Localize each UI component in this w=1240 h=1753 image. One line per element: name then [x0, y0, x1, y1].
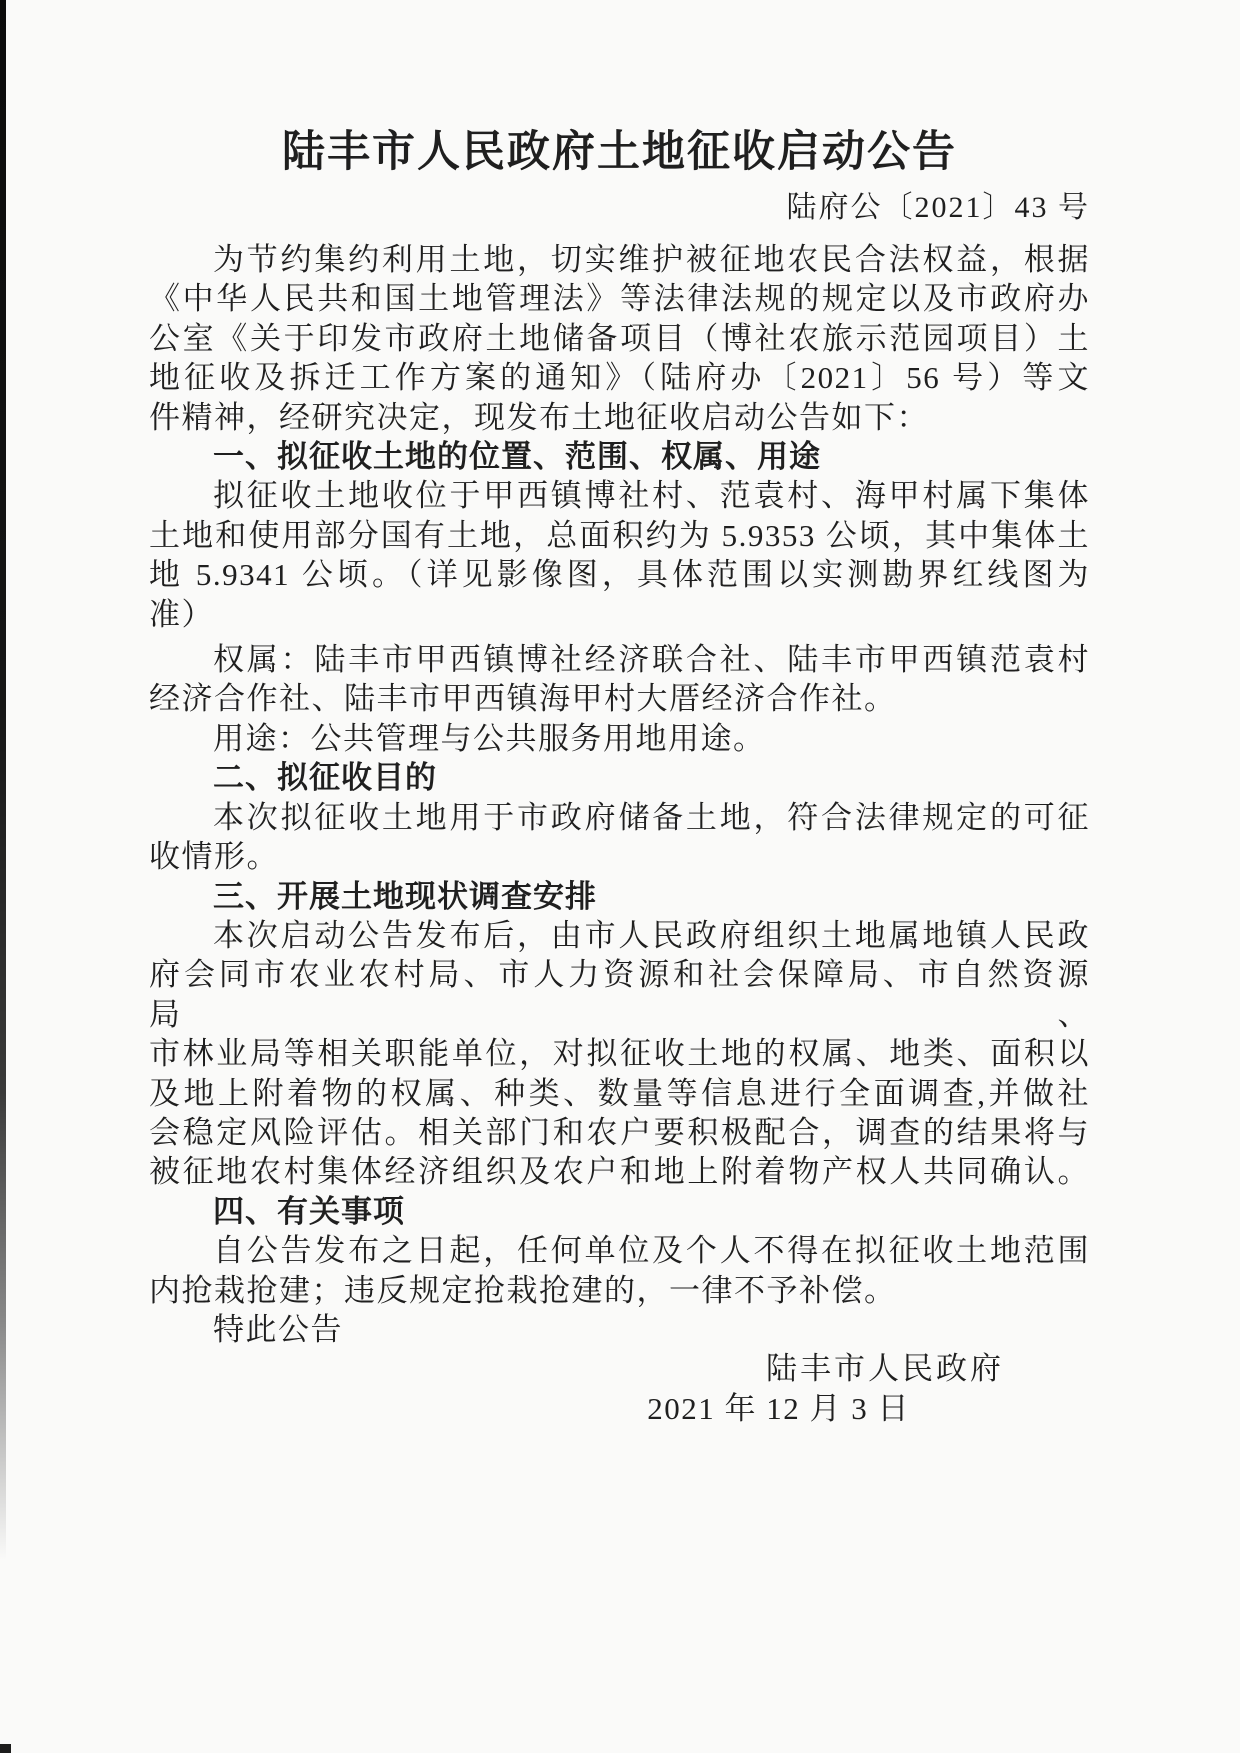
- doc-line: 本次启动公告发布后，由市人民政府组织土地属地镇人民政: [213, 917, 1090, 953]
- section-heading: 三、开展土地现状调查安排: [213, 878, 597, 914]
- issue-date: 2021 年 12 月 3 日: [647, 1390, 910, 1426]
- document-content: [149, 0, 1090, 1428]
- doc-title: 陆丰市人民政府土地征收启动公告: [282, 128, 957, 176]
- issuer-signature: 陆丰市人民政府: [766, 1351, 1004, 1387]
- doc-line: 府会同市农业农村局、市人力资源和社会保障局、市自然资源局、: [149, 957, 1090, 1032]
- doc-line: 本次拟征收土地用于市政府储备土地，符合法律规定的可征: [213, 799, 1090, 835]
- doc-line: 公室《关于印发市政府土地储备项目（博社农旅示范园项目）土: [149, 320, 1090, 356]
- doc-number: 陆府公〔2021〕43 号: [786, 191, 1090, 224]
- doc-line: 权属：陆丰市甲西镇博社经济联合社、陆丰市甲西镇范袁村: [213, 642, 1090, 678]
- closing-phrase: 特此公告: [213, 1311, 343, 1347]
- doc-line: 经济合作社、陆丰市甲西镇海甲村大厝经济合作社。: [149, 681, 897, 717]
- doc-line: 被征地农村集体经济组织及农户和地上附着物产权人共同确认。: [149, 1154, 1090, 1190]
- doc-line: 土地和使用部分国有土地，总面积约为 5.9353 公顷，其中集体土: [149, 517, 1090, 553]
- doc-line: 内抢栽抢建；违反规定抢栽抢建的，一律不予补偿。: [149, 1272, 897, 1308]
- doc-line: 用途：公共管理与公共服务用地用途。: [213, 720, 766, 756]
- doc-line: 会稳定风险评估。相关部门和农户要积极配合，调查的结果将与: [149, 1114, 1090, 1150]
- doc-line: 地 5.9341 公顷。（详见影像图，具体范围以实测勘界红线图为: [149, 557, 1090, 593]
- doc-line: 拟征收土地收位于甲西镇博社村、范袁村、海甲村属下集体: [213, 478, 1090, 514]
- scan-edge-artifact: [0, 0, 6, 1560]
- section-heading: 二、拟征收目的: [213, 760, 437, 796]
- doc-line: 件精神，经研究决定，现发布土地征收启动公告如下：: [149, 399, 929, 435]
- section-heading: 四、有关事项: [213, 1193, 405, 1229]
- doc-line: 《中华人民共和国土地管理法》等法律法规的规定以及市政府办: [149, 281, 1090, 317]
- doc-line: 自公告发布之日起，任何单位及个人不得在拟征收土地范围: [213, 1233, 1090, 1269]
- section-heading: 一、拟征收土地的位置、范围、权属、用途: [213, 439, 821, 475]
- doc-line: 为节约集约利用土地，切实维护被征地农民合法权益，根据: [213, 242, 1090, 277]
- doc-line: 及地上附着物的权属、种类、数量等信息进行全面调查,并做社: [149, 1075, 1090, 1111]
- scan-corner-artifact: [0, 1744, 11, 1753]
- doc-line: 地征收及拆迁工作方案的通知》（陆府办〔2021〕56 号）等文: [149, 360, 1090, 396]
- doc-line: 市林业局等相关职能单位，对拟征收土地的权属、地类、面积以: [149, 1036, 1090, 1072]
- doc-line: 准）: [149, 596, 214, 632]
- doc-line: 收情形。: [149, 839, 279, 875]
